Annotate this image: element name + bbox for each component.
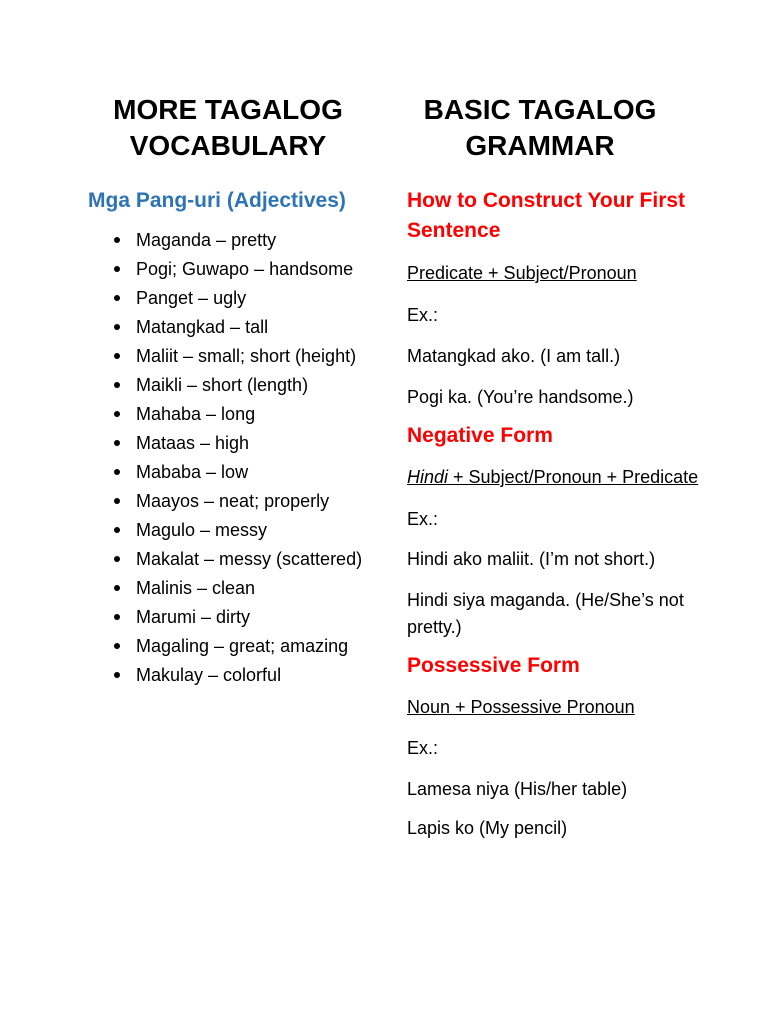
bullet-icon bbox=[114, 614, 120, 620]
negative-form-title: Negative Form bbox=[407, 424, 553, 447]
adjective-list-item bbox=[88, 545, 368, 573]
adjective-text: Panget – ugly bbox=[136, 288, 247, 308]
adjective-text: Maliit – small; short (height) bbox=[136, 346, 357, 366]
bullet-icon bbox=[114, 556, 120, 562]
grammar-heading-line1: BASIC TAGALOG bbox=[423, 94, 657, 125]
adjective-text: Magulo – messy bbox=[136, 520, 268, 540]
adjective-list-item bbox=[88, 371, 368, 399]
possessive-form-example-2: Lapis ko (My pencil) bbox=[407, 818, 568, 838]
adjective-list-item bbox=[88, 574, 368, 602]
bullet-icon bbox=[114, 469, 120, 475]
vocabulary-heading-line2: VOCABULARY bbox=[129, 130, 327, 161]
adjective-list-item bbox=[88, 458, 368, 486]
bullet-icon bbox=[114, 237, 120, 243]
possessive-form-formula: Noun + Possessive Pronoun bbox=[407, 697, 635, 717]
negative-form-hindi: Hindi bbox=[407, 467, 449, 487]
bullet-icon bbox=[114, 266, 120, 272]
first-sentence-example-2: Pogi ka. (You’re handsome.) bbox=[407, 387, 634, 407]
adjective-list-item bbox=[88, 516, 368, 544]
bullet-icon bbox=[114, 411, 120, 417]
bullet-icon bbox=[114, 672, 120, 678]
adjective-text: Mahaba – long bbox=[136, 404, 256, 424]
negative-form-ex-label: Ex.: bbox=[407, 509, 439, 529]
bullet-icon bbox=[114, 498, 120, 504]
adjective-text: Pogi; Guwapo – handsome bbox=[136, 259, 354, 279]
possessive-form-ex-label: Ex.: bbox=[407, 738, 439, 758]
adjective-list-item bbox=[88, 255, 368, 283]
adjective-text: Maganda – pretty bbox=[136, 230, 277, 250]
adjective-text: Makulay – colorful bbox=[136, 665, 282, 685]
grammar-heading bbox=[407, 92, 673, 164]
bullet-icon bbox=[114, 353, 120, 359]
possessive-form-title: Possessive Form bbox=[407, 654, 580, 677]
vocabulary-column bbox=[88, 92, 368, 690]
bullet-icon bbox=[114, 440, 120, 446]
adjective-list-item bbox=[88, 313, 368, 341]
adjective-list-item bbox=[88, 603, 368, 631]
negative-form-formula-rest: + Subject/Pronoun + Predicate bbox=[448, 467, 699, 487]
first-sentence-formula: Predicate + Subject/Pronoun bbox=[407, 263, 637, 283]
adjectives-list bbox=[88, 226, 368, 689]
adjective-text: Mababa – low bbox=[136, 462, 249, 482]
negative-form-formula bbox=[407, 464, 707, 491]
adjective-list-item bbox=[88, 487, 368, 515]
bullet-icon bbox=[114, 527, 120, 533]
bullet-icon bbox=[114, 295, 120, 301]
adjective-text: Magaling – great; amazing bbox=[136, 636, 349, 656]
adjective-text: Makalat – messy (scattered) bbox=[136, 549, 363, 569]
bullet-icon bbox=[114, 643, 120, 649]
adjective-text: Matangkad – tall bbox=[136, 317, 269, 337]
adjective-text: Maayos – neat; properly bbox=[136, 491, 330, 511]
adjective-list-item bbox=[88, 284, 368, 312]
grammar-heading-line2: GRAMMAR bbox=[465, 130, 615, 161]
adjective-text: Maikli – short (length) bbox=[136, 375, 309, 395]
adjective-list-item bbox=[88, 342, 368, 370]
bullet-icon bbox=[114, 585, 120, 591]
grammar-column bbox=[407, 92, 707, 842]
bullet-icon bbox=[114, 382, 120, 388]
negative-form-example-1: Hindi ako maliit. (I’m not short.) bbox=[407, 549, 656, 569]
negative-form-example-2: Hindi siya maganda. (He/She’s not pretty.) bbox=[407, 590, 684, 637]
first-sentence-title: How to Construct Your First Sentence bbox=[407, 189, 686, 242]
adjective-text: Mataas – high bbox=[136, 433, 250, 453]
bullet-icon bbox=[114, 324, 120, 330]
first-sentence-example-1: Matangkad ako. (I am tall.) bbox=[407, 346, 621, 366]
adjective-text: Marumi – dirty bbox=[136, 607, 251, 627]
adjective-text: Malinis – clean bbox=[136, 578, 256, 598]
first-sentence-ex-label: Ex.: bbox=[407, 305, 439, 325]
adjective-list-item bbox=[88, 400, 368, 428]
adjective-list-item bbox=[88, 632, 368, 660]
adjectives-section-title: Mga Pang-uri (Adjectives) bbox=[88, 189, 346, 212]
adjective-list-item bbox=[88, 429, 368, 457]
vocabulary-heading bbox=[88, 92, 368, 164]
possessive-form-example-1: Lamesa niya (His/her table) bbox=[407, 779, 628, 799]
adjective-list-item bbox=[88, 661, 368, 689]
vocabulary-heading-line1: MORE TAGALOG bbox=[113, 94, 343, 125]
adjective-list-item bbox=[88, 226, 368, 254]
